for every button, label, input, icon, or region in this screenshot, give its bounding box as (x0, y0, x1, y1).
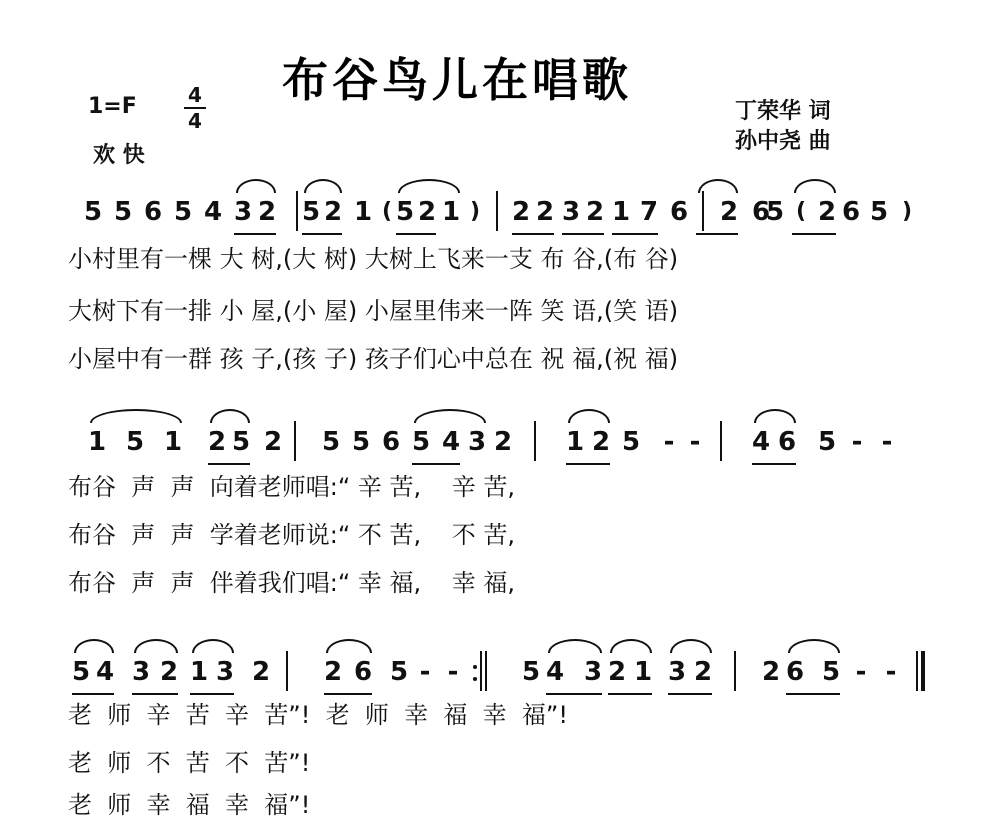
composer-credit: 孙中尧 曲 (735, 129, 831, 154)
underline-beam (786, 693, 840, 695)
barline (296, 191, 298, 231)
lyric-line-2-1 (60, 472, 960, 502)
note-extension: - (855, 657, 867, 687)
underline-beam (72, 693, 114, 695)
note: 1 (189, 657, 209, 687)
lyricist-credit: 丁荣华 词 (735, 99, 831, 124)
note: 6 (143, 197, 163, 227)
slur-arc (568, 409, 610, 423)
note: 2 (251, 657, 271, 687)
note-extension: - (689, 427, 701, 457)
note: 2 (207, 427, 227, 457)
parenthesis: ( (795, 199, 807, 224)
notation-line-1 (60, 195, 960, 229)
tempo-marking: 欢 快 (93, 143, 145, 168)
slur-arc (794, 179, 836, 193)
slur-arc (610, 639, 652, 653)
note: 2 (761, 657, 781, 687)
note: 5 (395, 197, 415, 227)
key-signature: 1=F (88, 94, 137, 119)
note: 3 (561, 197, 581, 227)
underline-beam (396, 233, 436, 235)
note: 1 (163, 427, 183, 457)
note: 2 (585, 197, 605, 227)
barline (702, 191, 704, 231)
note-extension: - (447, 657, 459, 687)
note: 3 (233, 197, 253, 227)
lyric-line-3-2 (60, 748, 960, 778)
note: 3 (131, 657, 151, 687)
slur-arc (74, 639, 114, 653)
barline-double (485, 651, 487, 691)
note: 3 (215, 657, 235, 687)
parenthesis: ) (469, 199, 481, 224)
slur-arc (90, 409, 182, 423)
slur-arc (192, 639, 234, 653)
note-extension: - (851, 427, 863, 457)
note: 2 (719, 197, 739, 227)
note: 1 (633, 657, 653, 687)
slur-arc (754, 409, 796, 423)
note: 5 (411, 427, 431, 457)
lyric-line-1-2 (60, 296, 960, 326)
note: 5 (389, 657, 409, 687)
barline (916, 651, 918, 691)
note: 5 (125, 427, 145, 457)
note: 5 (231, 427, 251, 457)
slur-arc (398, 179, 460, 193)
lyric-text: 布谷 声 声 向着老师唱:“ 辛 苦, 辛 苦, (68, 473, 515, 501)
time-signature-top: 4 (188, 83, 202, 107)
underline-beam (324, 693, 372, 695)
underline-beam (696, 233, 738, 235)
note: 2 (607, 657, 627, 687)
note: 5 (351, 427, 371, 457)
note: 6 (785, 657, 805, 687)
note: 2 (591, 427, 611, 457)
underline-beam (546, 693, 602, 695)
underline-beam (208, 463, 250, 465)
slur-arc (210, 409, 250, 423)
barline (480, 651, 482, 691)
slur-arc (326, 639, 372, 653)
underline-beam (562, 233, 604, 235)
note: 5 (71, 657, 91, 687)
note: 4 (95, 657, 115, 687)
lyric-text: 布谷 声 声 伴着我们唱:“ 幸 福, 幸 福, (68, 569, 515, 597)
note: 4 (545, 657, 565, 687)
underline-beam (234, 233, 276, 235)
underline-beam (412, 463, 460, 465)
lyric-text: 布谷 声 声 学着老师说:“ 不 苦, 不 苦, (68, 521, 515, 549)
note: 1 (611, 197, 631, 227)
underline-beam (512, 233, 554, 235)
note: 5 (821, 657, 841, 687)
underline-beam (608, 693, 652, 695)
note: 2 (257, 197, 277, 227)
barline (720, 421, 722, 461)
note: 4 (203, 197, 223, 227)
barline (534, 421, 536, 461)
barline (496, 191, 498, 231)
lyric-text: 大树下有一排 小 屋,(小 屋) 小屋里伟来一阵 笑 语,(笑 语) (68, 297, 679, 325)
note: 5 (113, 197, 133, 227)
song-title: 布谷鸟儿在唱歌 (282, 53, 632, 107)
note: 5 (869, 197, 889, 227)
lyric-line-1-1 (60, 244, 960, 274)
note: 2 (159, 657, 179, 687)
note: 2 (693, 657, 713, 687)
note: 2 (323, 657, 343, 687)
note-extension: - (881, 427, 893, 457)
slur-arc (670, 639, 712, 653)
slur-arc (698, 179, 738, 193)
note: 3 (583, 657, 603, 687)
note-extension: - (885, 657, 897, 687)
underline-beam (302, 233, 342, 235)
note: 6 (353, 657, 373, 687)
note: 1 (565, 427, 585, 457)
lyric-text: 老 师 不 苦 不 苦”! (68, 749, 311, 777)
note: 5 (817, 427, 837, 457)
note: 3 (667, 657, 687, 687)
note-extension: - (663, 427, 675, 457)
parenthesis: ) (901, 199, 913, 224)
parenthesis: ( (381, 199, 393, 224)
note: 3 (467, 427, 487, 457)
lyric-line-2-3 (60, 568, 960, 598)
note: 6 (669, 197, 689, 227)
note: 5 (83, 197, 103, 227)
slur-arc (788, 639, 840, 653)
slur-arc (304, 179, 342, 193)
note: 6 (751, 197, 771, 227)
barline (294, 421, 296, 461)
note-extension: - (419, 657, 431, 687)
note: 2 (417, 197, 437, 227)
note: 6 (777, 427, 797, 457)
note: 2 (263, 427, 283, 457)
note: 5 (765, 197, 785, 227)
note: 5 (521, 657, 541, 687)
lyric-text: 老 师 辛 苦 辛 苦”! 老 师 幸 福 幸 福”! (68, 701, 568, 729)
underline-beam (190, 693, 234, 695)
slur-arc (548, 639, 602, 653)
underline-beam (566, 463, 610, 465)
lyric-text: 老 师 幸 福 幸 福”! (68, 791, 311, 819)
note: 1 (87, 427, 107, 457)
note: 1 (441, 197, 461, 227)
lyric-line-2-2 (60, 520, 960, 550)
note: 2 (817, 197, 837, 227)
note: 5 (173, 197, 193, 227)
note: 6 (841, 197, 861, 227)
notation-line-2 (60, 425, 960, 459)
note: 5 (321, 427, 341, 457)
lyric-line-1-3 (60, 344, 960, 374)
notation-line-3 (60, 655, 960, 689)
barline (286, 651, 288, 691)
underline-beam (612, 233, 658, 235)
note: 5 (621, 427, 641, 457)
note: 1 (353, 197, 373, 227)
underline-beam (792, 233, 836, 235)
note: 4 (441, 427, 461, 457)
note: 5 (301, 197, 321, 227)
repeat-dot (473, 677, 477, 681)
barline (734, 651, 736, 691)
slur-arc (414, 409, 486, 423)
slur-arc (134, 639, 178, 653)
underline-beam (132, 693, 178, 695)
underline-beam (668, 693, 712, 695)
note: 6 (381, 427, 401, 457)
lyric-line-3-3 (60, 790, 960, 820)
note: 2 (493, 427, 513, 457)
repeat-dot (473, 665, 477, 669)
time-signature-bottom: 4 (188, 109, 202, 133)
note: 2 (535, 197, 555, 227)
time-signature (184, 84, 206, 132)
slur-arc (236, 179, 276, 193)
underline-beam (752, 463, 796, 465)
note: 2 (511, 197, 531, 227)
note: 4 (751, 427, 771, 457)
note: 7 (639, 197, 659, 227)
lyric-line-3-1 (60, 700, 960, 730)
barline-double (921, 651, 925, 691)
note: 2 (323, 197, 343, 227)
lyric-text: 小屋中有一群 孩 子,(孩 子) 孩子们心中总在 祝 福,(祝 福) (68, 345, 679, 373)
lyric-text: 小村里有一棵 大 树,(大 树) 大树上飞来一支 布 谷,(布 谷) (68, 245, 679, 273)
